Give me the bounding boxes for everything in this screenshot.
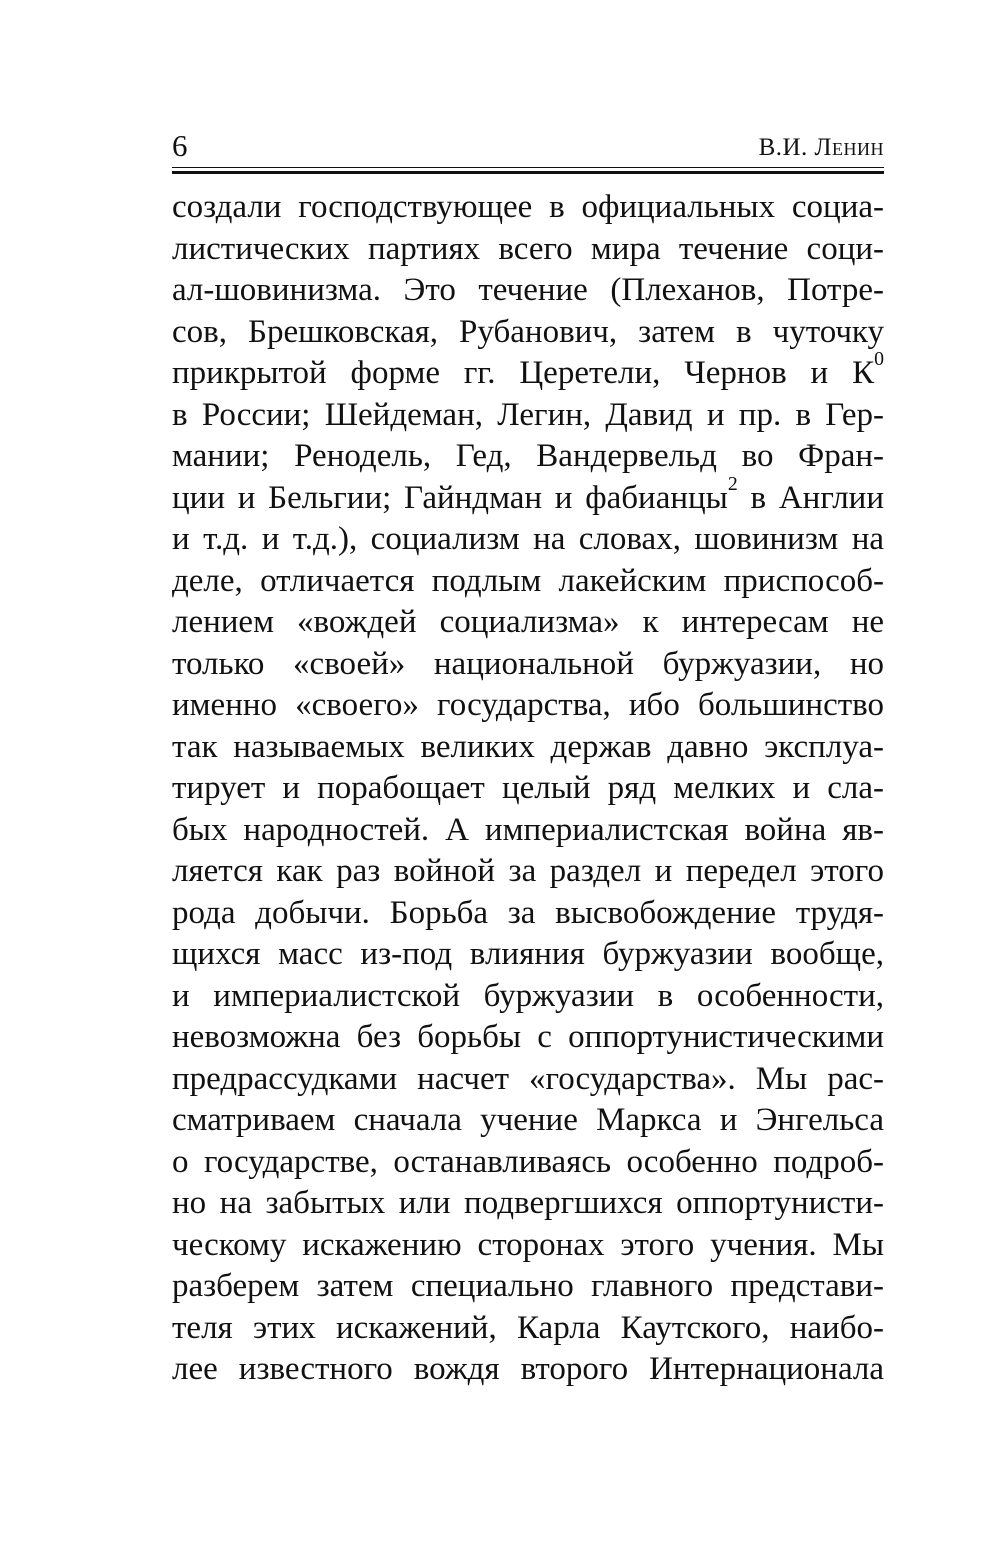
text-line: в России; Шейдеман, Легин, Давид и пр. в Гер- [172, 396, 884, 433]
text-line: и т.д. и т.д.), социализм на словах, шовинизм на [172, 521, 884, 557]
text-line [172, 348, 884, 395]
text-line: создали господствующее в официальных социа- [172, 189, 884, 225]
text-line: листических партиях всего мира течение соци- [172, 230, 884, 267]
text-line: ал-шовинизма. Это течение (Плеханов, Потре- [172, 272, 884, 308]
header-rule-thick [172, 171, 884, 174]
text-line: но на забытых или подвергшихся оппортунисти- [172, 1185, 884, 1221]
text-line: только «своей» национальной буржуазии, но [172, 645, 884, 682]
superscript-zero: 0 [874, 348, 884, 371]
text-line: сматриваем сначала учение Маркса и Энгельса [172, 1102, 884, 1138]
text-line [172, 472, 884, 520]
running-head-author [759, 132, 884, 164]
text-line: ляется как раз войной за раздел и передел этого [172, 853, 884, 889]
author-initials: В.И. [758, 134, 808, 161]
text-line: и империалистской буржуазии в особенности, [172, 977, 884, 1014]
text-line: разберем затем специально главного представи- [172, 1268, 884, 1304]
page-number: 6 [172, 128, 188, 163]
text-line: ческому искажению сторонах этого учения. Мы [172, 1226, 884, 1263]
text-line: теля этих искажений, Карла Каутского, наибо- [172, 1309, 884, 1346]
text-line: бых народностей. А империалистская война яв- [172, 811, 884, 848]
text-line-segment: прикрытой форме гг. Церетели, Чернов и К [172, 355, 875, 391]
footnote-ref-2: 2 [727, 472, 738, 495]
running-head [172, 128, 884, 168]
text-line: щихся масс из-под влияния буржуазии вообще, [172, 936, 884, 972]
body-text [172, 187, 884, 1391]
text-line: тирует и порабощает целый ряд мелких и сла- [172, 770, 884, 806]
text-line: лее известного вождя второго Интернационала [172, 1351, 884, 1387]
text-line: сов, Брешковская, Рубанович, затем в чуточку [172, 313, 884, 350]
text-line: лением «вождей социализма» к интересам не [172, 604, 884, 640]
text-line: мании; Ренодель, Гед, Вандервельд во Фран- [172, 438, 884, 474]
header-rule-thin [172, 167, 884, 168]
text-line: именно «своего» государства, ибо большинство [172, 687, 884, 723]
text-line: рода добычи. Борьба за высвобождение трудя- [172, 894, 884, 931]
text-line: невозможна без борьбы с оппортунистическими [172, 1019, 884, 1055]
text-line-segment: ции и Бельгии; Гайндман и фабианцы [172, 479, 728, 516]
text-line: деле, отличается подлым лакейским приспособ- [172, 562, 884, 599]
text-line: предрассудками насчет «государства». Мы рас- [172, 1060, 884, 1097]
author-surname: Ленин [814, 134, 884, 161]
text-line: о государстве, останавливаясь особенно подроб- [172, 1143, 884, 1180]
text-line: так называемых великих держав давно эксплуа- [172, 728, 884, 765]
text-line-segment: в Англии [737, 479, 884, 516]
